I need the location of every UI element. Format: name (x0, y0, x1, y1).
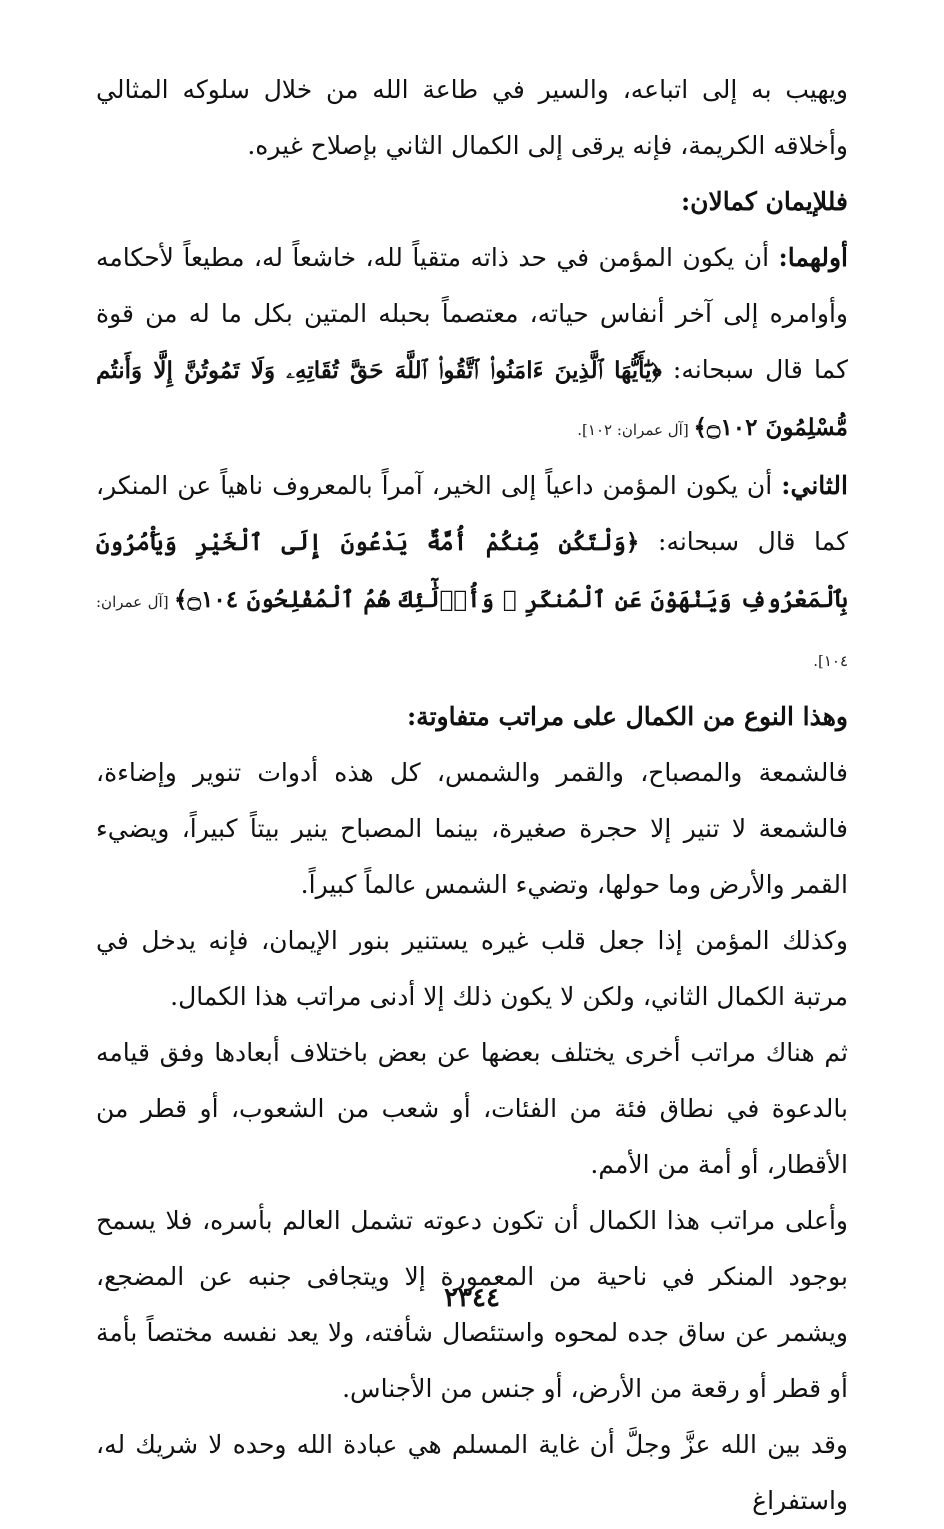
quran-verse-102: ﴿يَٰٓأَيُّهَا ٱلَّذِينَ ءَامَنُوا۟ ٱتَّقُوا۟ ٱللَّهَ حَقَّ تُقَاتِهِۦ وَلَا تَمُوتُنَّ إِلَّا وَأَنتُم مُّسْلِمُونَ ۝١٠٢﴾ (96, 357, 848, 441)
quran-reference-104: [آل عمران: ١٠٤]. (96, 593, 848, 670)
paragraph-first-perfection (96, 230, 848, 458)
paragraph-1: ويهيب به إلى اتباعه، والسير في طاعة الله من خلال سلوكه المثالي وأخلاقه الكريمة، فإنه يرقى إلى الكمال الثاني بإصلاح غيره. (96, 75, 848, 160)
paragraph-believer-light: وكذلك المؤمن إذا جعل قلب غيره يستنير بنور الإيمان، فإنه يدخل في مرتبة الكمال الثاني، ولكن لا يكون ذلك إلا أدنى مراتب هذا الكمال. (96, 926, 848, 1011)
second-perfection-text: أن يكون المؤمن داعياً إلى الخير، آمراً بالمعروف ناهياً عن المنكر، كما قال سبحانه: (96, 471, 849, 556)
heading-levels: وهذا النوع من الكمال على مراتب متفاوتة: (406, 702, 848, 731)
paragraph-second-perfection (96, 458, 848, 689)
paragraph-candle-analogy: فالشمعة والمصباح، والقمر والشمس، كل هذه أدوات تنوير وإضاءة، فالشمعة لا تنير إلا حجرة صغيرة، بينما المصباح ينير بيتاً كبيراً، ويضيء القمر والأرض وما حولها، وتضيء الشمس عالماً كبيراً. (96, 758, 848, 899)
quran-verse-104: ﴿وَلْتَكُن مِّنكُمْ أُمَّةٌ يَدْعُونَ إِلَى ٱلْخَيْرِ وَيَأْمُرُونَ بِٱلْمَعْرُوفِ وَيَنْهَوْنَ عَنِ ٱلْمُنكَرِ ۚ وَأُو۟لَٰٓئِكَ هُمُ ٱلْمُفْلِحُونَ ۝١٠٤﴾ (96, 529, 848, 613)
first-perfection-label: أولهما: (778, 243, 848, 272)
second-perfection-label: الثاني: (781, 471, 848, 500)
first-perfection-text: أن يكون المؤمن في حد ذاته متقياً لله، خاشعاً له، مطيعاً لأحكامه وأوامره إلى آخر أنفاس حياته، معتصماً بحبله المتين بكل ما له من قوة كما قال سبحانه: (96, 243, 848, 384)
paragraph-other-levels: ثم هناك مراتب أخرى يختلف بعضها عن بعض باختلاف أبعادها وفق قيامه بالدعوة في نطاق فئة من الفئات، أو شعب من الشعوب، أو قطر من الأقطار، أو أمة من الأمم. (96, 1038, 848, 1179)
quran-reference-102: [آل عمران: ١٠٢]. (577, 421, 694, 439)
paragraph-highest-level: وأعلى مراتب هذا الكمال أن تكون دعوته تشمل العالم بأسره، فلا يسمح بوجود المنكر في ناحية من المعمورة إلا ويتجافى جنبه عن المضجع، ويشمر عن ساق جده لمحوه واستئصال شأفته، ولا يعد نفسه مختصاً بأمة أو قطر أو رقعة من الأرض، أو جنس من الأجناس. (96, 1206, 848, 1403)
page-number: ٢٣٤٤ (444, 1283, 500, 1313)
heading-two-perfections: فللإيمان كمالان: (680, 187, 848, 216)
paragraph-goal-of-muslim: وقد بين الله عزَّ وجلَّ أن غاية المسلم هي عبادة الله وحده لا شريك له، واستفراغ (96, 1430, 848, 1515)
